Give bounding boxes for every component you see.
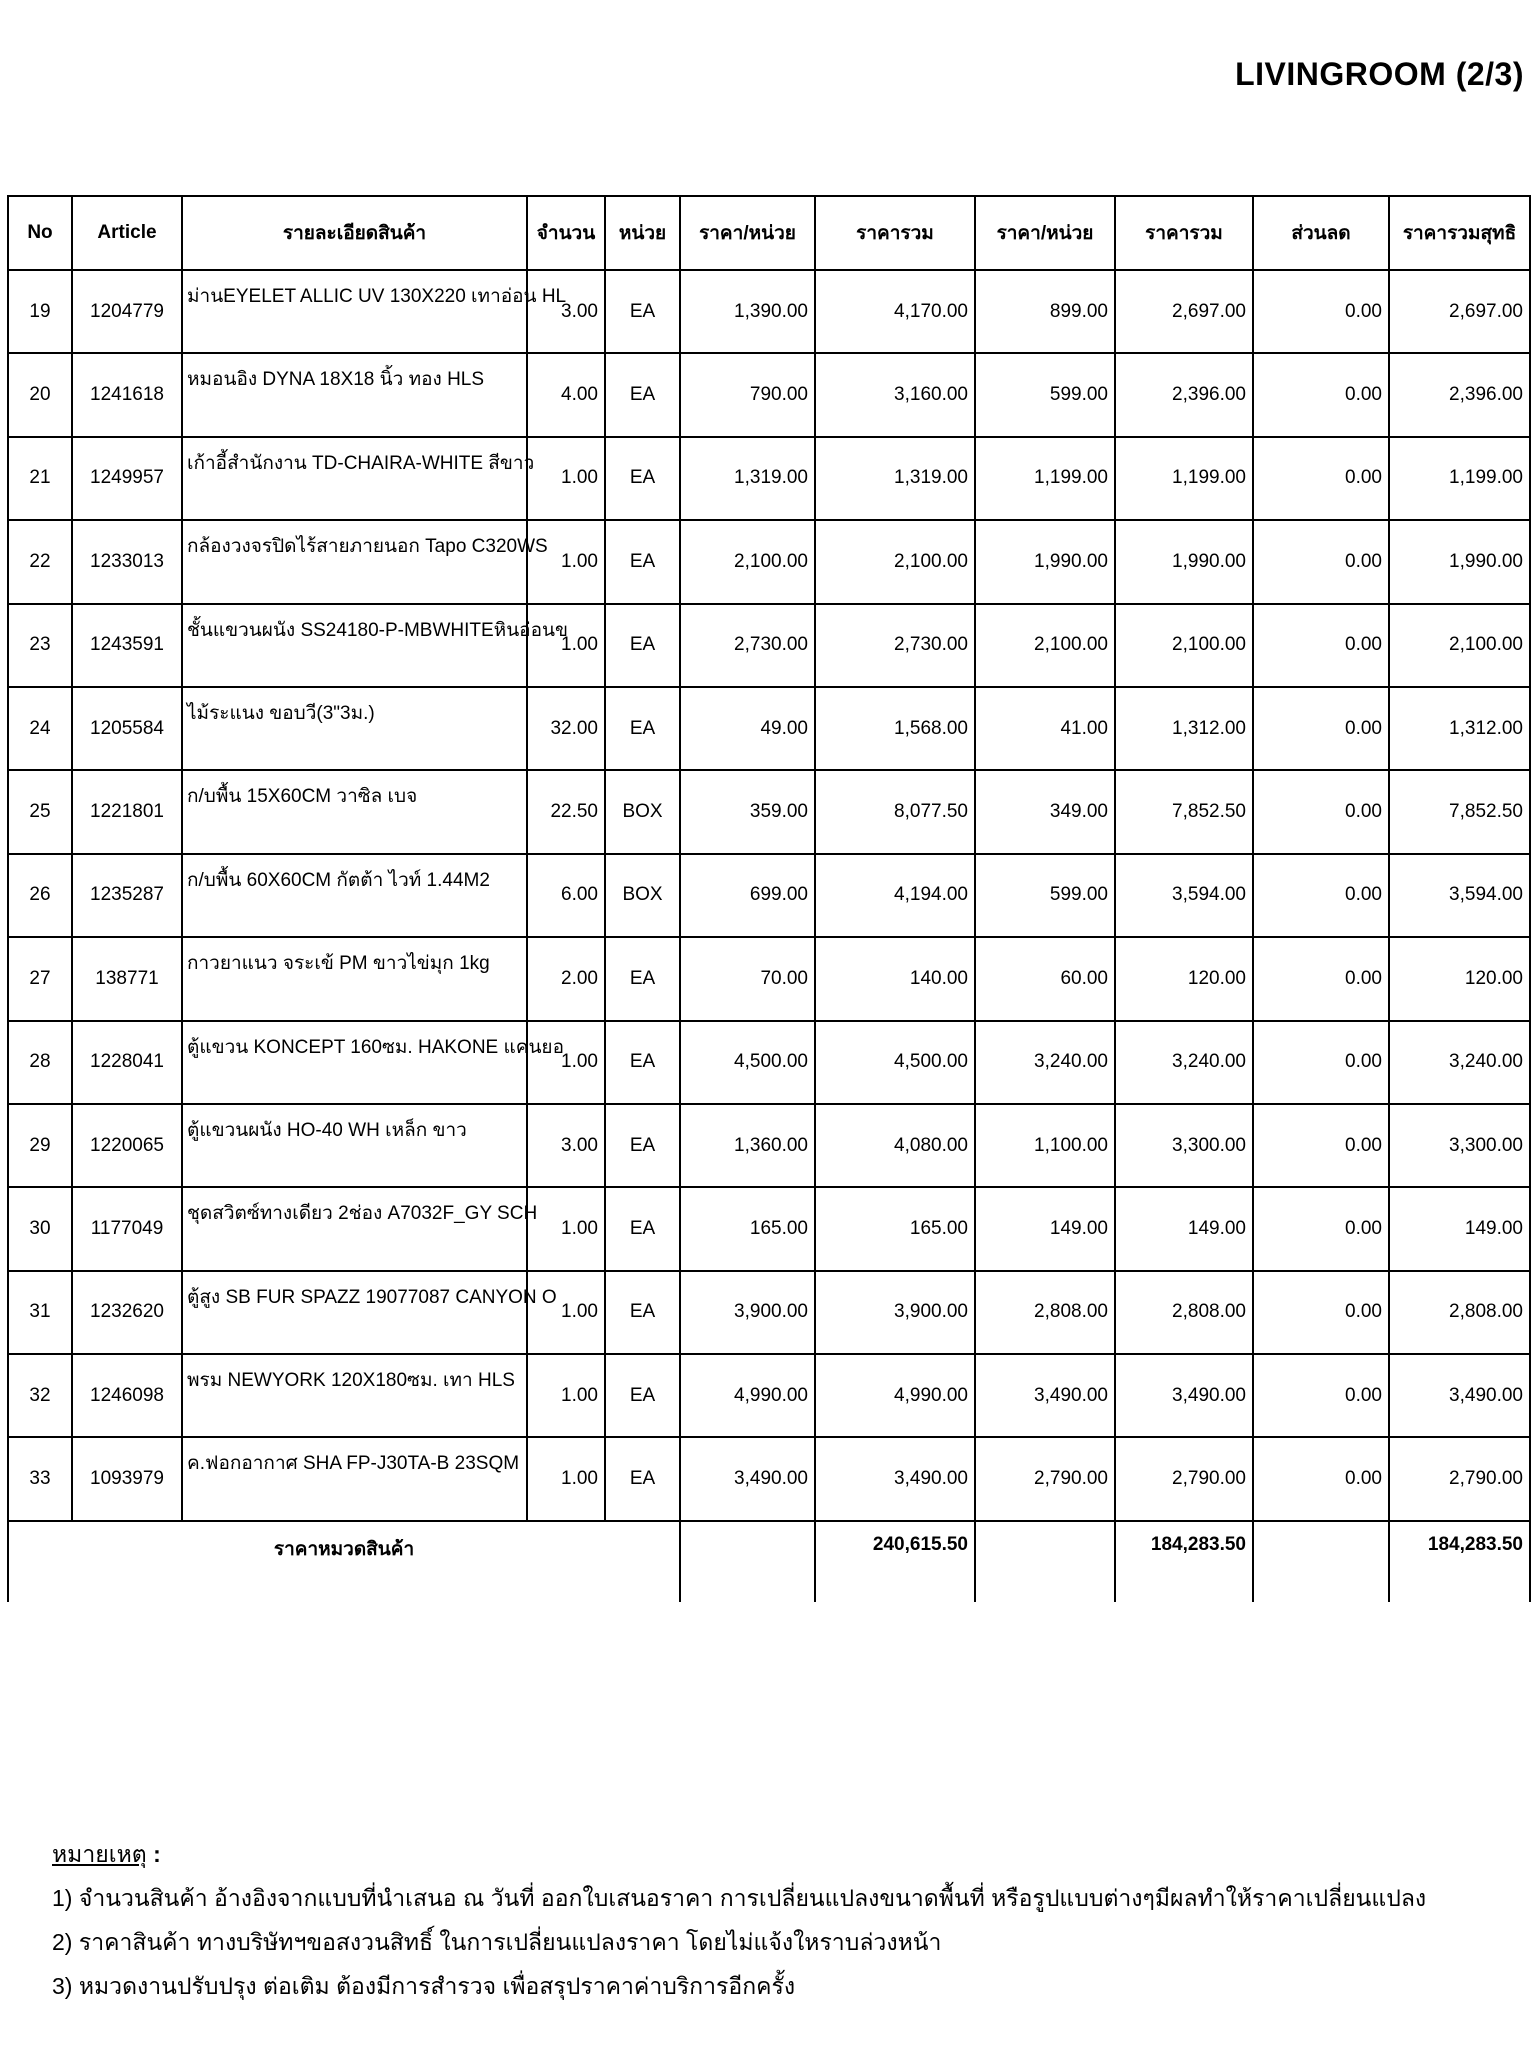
cell-description: ก/บพื้น 15X60CM วาซิล เบจ: [182, 770, 527, 853]
cell-list-total: 1,319.00: [815, 437, 975, 520]
cell-unit: EA: [605, 1187, 680, 1270]
cell-description: ม่านEYELET ALLIC UV 130X220 เทาอ่อน HL: [182, 270, 527, 353]
cell-article: 1204779: [72, 270, 182, 353]
cell-article: 1235287: [72, 854, 182, 937]
cell-list-unit-price: 2,100.00: [680, 520, 815, 603]
cell-sale-unit-price: 1,100.00: [975, 1104, 1115, 1187]
cell-net-total: 2,100.00: [1389, 604, 1530, 687]
cell-sale-unit-price: 899.00: [975, 270, 1115, 353]
cell-article: 1241618: [72, 353, 182, 436]
cell-list-unit-price: 699.00: [680, 854, 815, 937]
cell-discount: 0.00: [1253, 1021, 1389, 1104]
cell-discount: 0.00: [1253, 854, 1389, 937]
cell-discount: 0.00: [1253, 1104, 1389, 1187]
cell-net-total: 7,852.50: [1389, 770, 1530, 853]
header-list-total: ราคารวม: [815, 196, 975, 270]
cell-sale-unit-price: 1,990.00: [975, 520, 1115, 603]
cell-sale-unit-price: 2,100.00: [975, 604, 1115, 687]
cell-unit: EA: [605, 1437, 680, 1520]
cell-article: 1220065: [72, 1104, 182, 1187]
cell-net-total: 1,990.00: [1389, 520, 1530, 603]
cell-unit: EA: [605, 1271, 680, 1354]
cell-article: 1205584: [72, 687, 182, 770]
cell-description: กาวยาแนว จระเข้ PM ขาวไข่มุก 1kg: [182, 937, 527, 1020]
cell-list-unit-price: 1,390.00: [680, 270, 815, 353]
cell-sale-total: 2,396.00: [1115, 353, 1253, 436]
cell-no: 25: [8, 770, 72, 853]
cell-list-unit-price: 4,990.00: [680, 1354, 815, 1437]
cell-discount: 0.00: [1253, 1437, 1389, 1520]
header-net-total: ราคารวมสุทธิ: [1389, 196, 1530, 270]
cell-unit: EA: [605, 270, 680, 353]
cell-quantity: 1.00: [527, 437, 605, 520]
cell-list-unit-price: 1,319.00: [680, 437, 815, 520]
cell-list-unit-price: 3,490.00: [680, 1437, 815, 1520]
cell-article: 1221801: [72, 770, 182, 853]
cell-list-total: 4,080.00: [815, 1104, 975, 1187]
cell-discount: 0.00: [1253, 1354, 1389, 1437]
cell-no: 21: [8, 437, 72, 520]
cell-sale-unit-price: 41.00: [975, 687, 1115, 770]
remarks-heading-line: [52, 1832, 1426, 1876]
cell-unit: EA: [605, 687, 680, 770]
footer-spacer: [975, 1521, 1115, 1602]
cell-description: ไม้ระแนง ขอบวี(3"3ม.): [182, 687, 527, 770]
cell-list-unit-price: 70.00: [680, 937, 815, 1020]
cell-article: 1232620: [72, 1271, 182, 1354]
table-row: [8, 770, 1530, 853]
footer-spacer: [680, 1521, 815, 1602]
cell-net-total: 3,490.00: [1389, 1354, 1530, 1437]
header-no: No: [8, 196, 72, 270]
footer-total-list: 240,615.50: [815, 1521, 975, 1602]
cell-quantity: 2.00: [527, 937, 605, 1020]
cell-quantity: 1.00: [527, 1271, 605, 1354]
header-description: รายละเอียดสินค้า: [182, 196, 527, 270]
cell-list-total: 140.00: [815, 937, 975, 1020]
cell-quantity: 1.00: [527, 1354, 605, 1437]
table-footer-row: [8, 1521, 1530, 1602]
cell-no: 19: [8, 270, 72, 353]
table-row: [8, 854, 1530, 937]
cell-discount: 0.00: [1253, 1187, 1389, 1270]
cell-sale-total: 149.00: [1115, 1187, 1253, 1270]
cell-no: 33: [8, 1437, 72, 1520]
header-unit: หน่วย: [605, 196, 680, 270]
cell-sale-unit-price: 599.00: [975, 353, 1115, 436]
remark-line-3: 3) หมวดงานปรับปรุง ต่อเติม ต้องมีการสำรวจ เพื่อสรุปราคาค่าบริการอีกครั้ง: [52, 1973, 796, 1999]
quote-table: [7, 195, 1531, 1602]
cell-sale-total: 3,490.00: [1115, 1354, 1253, 1437]
cell-list-total: 2,100.00: [815, 520, 975, 603]
footer-total-net: 184,283.50: [1389, 1521, 1530, 1602]
cell-discount: 0.00: [1253, 520, 1389, 603]
cell-description: ค.ฟอกอากาศ SHA FP-J30TA-B 23SQM: [182, 1437, 527, 1520]
cell-no: 26: [8, 854, 72, 937]
cell-sale-total: 1,199.00: [1115, 437, 1253, 520]
cell-article: 1177049: [72, 1187, 182, 1270]
cell-net-total: 2,790.00: [1389, 1437, 1530, 1520]
cell-sale-total: 3,300.00: [1115, 1104, 1253, 1187]
cell-sale-total: 7,852.50: [1115, 770, 1253, 853]
cell-unit: EA: [605, 1104, 680, 1187]
cell-list-unit-price: 3,900.00: [680, 1271, 815, 1354]
cell-no: 29: [8, 1104, 72, 1187]
cell-quantity: 1.00: [527, 604, 605, 687]
table-row: [8, 1354, 1530, 1437]
table-row: [8, 520, 1530, 603]
cell-article: 1243591: [72, 604, 182, 687]
cell-no: 20: [8, 353, 72, 436]
cell-discount: 0.00: [1253, 937, 1389, 1020]
cell-sale-unit-price: 2,790.00: [975, 1437, 1115, 1520]
table-row: [8, 937, 1530, 1020]
cell-list-total: 4,170.00: [815, 270, 975, 353]
cell-list-total: 2,730.00: [815, 604, 975, 687]
cell-net-total: 3,240.00: [1389, 1021, 1530, 1104]
cell-description: พรม NEWYORK 120X180ซม. เทา HLS: [182, 1354, 527, 1437]
cell-sale-total: 2,697.00: [1115, 270, 1253, 353]
cell-quantity: 1.00: [527, 1437, 605, 1520]
cell-description: กล้องวงจรปิดไร้สายภายนอก Tapo C320WS: [182, 520, 527, 603]
cell-net-total: 149.00: [1389, 1187, 1530, 1270]
header-sale-unit-price: ราคา/หน่วย: [975, 196, 1115, 270]
cell-discount: 0.00: [1253, 270, 1389, 353]
remarks-colon: :: [146, 1841, 161, 1867]
cell-quantity: 1.00: [527, 1187, 605, 1270]
cell-sale-total: 120.00: [1115, 937, 1253, 1020]
page-title: LIVINGROOM (2/3): [1235, 56, 1524, 92]
cell-list-total: 4,500.00: [815, 1021, 975, 1104]
table-row: [8, 1104, 1530, 1187]
cell-unit: EA: [605, 937, 680, 1020]
footer-label: ราคาหมวดสินค้า: [8, 1521, 680, 1602]
cell-sale-unit-price: 3,490.00: [975, 1354, 1115, 1437]
cell-unit: EA: [605, 353, 680, 436]
cell-net-total: 1,199.00: [1389, 437, 1530, 520]
cell-no: 30: [8, 1187, 72, 1270]
cell-list-unit-price: 49.00: [680, 687, 815, 770]
table-row: [8, 353, 1530, 436]
cell-no: 32: [8, 1354, 72, 1437]
cell-net-total: 120.00: [1389, 937, 1530, 1020]
header-sale-total: ราคารวม: [1115, 196, 1253, 270]
cell-net-total: 1,312.00: [1389, 687, 1530, 770]
cell-list-total: 3,900.00: [815, 1271, 975, 1354]
cell-list-unit-price: 790.00: [680, 353, 815, 436]
cell-quantity: 1.00: [527, 1021, 605, 1104]
cell-list-unit-price: 1,360.00: [680, 1104, 815, 1187]
cell-sale-total: 2,808.00: [1115, 1271, 1253, 1354]
cell-list-unit-price: 2,730.00: [680, 604, 815, 687]
cell-no: 28: [8, 1021, 72, 1104]
header-quantity: จำนวน: [527, 196, 605, 270]
cell-sale-unit-price: 3,240.00: [975, 1021, 1115, 1104]
cell-description: ชุดสวิตซ์ทางเดียว 2ช่อง A7032F_GY SCH: [182, 1187, 527, 1270]
table-row: [8, 1437, 1530, 1520]
cell-sale-unit-price: 2,808.00: [975, 1271, 1115, 1354]
cell-description: ตู้แขวนผนัง HO-40 WH เหล็ก ขาว: [182, 1104, 527, 1187]
cell-sale-total: 2,100.00: [1115, 604, 1253, 687]
cell-net-total: 2,697.00: [1389, 270, 1530, 353]
remarks: [52, 1832, 1426, 2008]
header-article: Article: [72, 196, 182, 270]
cell-discount: 0.00: [1253, 437, 1389, 520]
cell-discount: 0.00: [1253, 1271, 1389, 1354]
table-row: [8, 1187, 1530, 1270]
cell-unit: EA: [605, 1354, 680, 1437]
cell-sale-unit-price: 599.00: [975, 854, 1115, 937]
cell-discount: 0.00: [1253, 604, 1389, 687]
cell-article: 138771: [72, 937, 182, 1020]
cell-quantity: 3.00: [527, 270, 605, 353]
cell-sale-unit-price: 60.00: [975, 937, 1115, 1020]
cell-list-total: 3,160.00: [815, 353, 975, 436]
cell-quantity: 22.50: [527, 770, 605, 853]
cell-article: 1246098: [72, 1354, 182, 1437]
cell-unit: EA: [605, 437, 680, 520]
header-list-unit-price: ราคา/หน่วย: [680, 196, 815, 270]
cell-net-total: 2,396.00: [1389, 353, 1530, 436]
table-row: [8, 604, 1530, 687]
cell-net-total: 3,594.00: [1389, 854, 1530, 937]
cell-sale-total: 2,790.00: [1115, 1437, 1253, 1520]
cell-sale-total: 3,240.00: [1115, 1021, 1253, 1104]
cell-quantity: 6.00: [527, 854, 605, 937]
cell-no: 23: [8, 604, 72, 687]
cell-list-total: 1,568.00: [815, 687, 975, 770]
cell-quantity: 4.00: [527, 353, 605, 436]
cell-list-total: 4,990.00: [815, 1354, 975, 1437]
cell-article: 1093979: [72, 1437, 182, 1520]
table-row: [8, 270, 1530, 353]
cell-description: ตู้สูง SB FUR SPAZZ 19077087 CANYON O: [182, 1271, 527, 1354]
cell-list-total: 3,490.00: [815, 1437, 975, 1520]
cell-description: ตู้แขวน KONCEPT 160ซม. HAKONE แคนยอ: [182, 1021, 527, 1104]
cell-quantity: 1.00: [527, 520, 605, 603]
header-discount: ส่วนลด: [1253, 196, 1389, 270]
table-row: [8, 1021, 1530, 1104]
cell-sale-unit-price: 1,199.00: [975, 437, 1115, 520]
cell-discount: 0.00: [1253, 687, 1389, 770]
table-row: [8, 437, 1530, 520]
cell-quantity: 32.00: [527, 687, 605, 770]
cell-article: 1228041: [72, 1021, 182, 1104]
remark-line-2: 2) ราคาสินค้า ทางบริษัทฯขอสงวนสิทธิ์ ในการเปลี่ยนแปลงราคา โดยไม่แจ้งใหราบล่วงหน้า: [52, 1929, 942, 1955]
cell-article: 1249957: [72, 437, 182, 520]
cell-description: ก/บพื้น 60X60CM กัตต้า ไวท์ 1.44M2: [182, 854, 527, 937]
cell-list-total: 8,077.50: [815, 770, 975, 853]
cell-unit: EA: [605, 520, 680, 603]
cell-sale-total: 3,594.00: [1115, 854, 1253, 937]
cell-unit: EA: [605, 1021, 680, 1104]
cell-list-unit-price: 165.00: [680, 1187, 815, 1270]
cell-net-total: 2,808.00: [1389, 1271, 1530, 1354]
cell-discount: 0.00: [1253, 353, 1389, 436]
cell-description: เก้าอี้สำนักงาน TD-CHAIRA-WHITE สีขาว: [182, 437, 527, 520]
table-row: [8, 1271, 1530, 1354]
cell-no: 24: [8, 687, 72, 770]
cell-net-total: 3,300.00: [1389, 1104, 1530, 1187]
cell-unit: BOX: [605, 854, 680, 937]
cell-no: 27: [8, 937, 72, 1020]
cell-discount: 0.00: [1253, 770, 1389, 853]
cell-sale-unit-price: 149.00: [975, 1187, 1115, 1270]
footer-total-sale: 184,283.50: [1115, 1521, 1253, 1602]
cell-description: ชั้นแขวนผนัง SS24180-P-MBWHITEหินอ่อนข: [182, 604, 527, 687]
table-header-row: [8, 196, 1530, 270]
cell-description: หมอนอิง DYNA 18X18 นิ้ว ทอง HLS: [182, 353, 527, 436]
cell-list-total: 4,194.00: [815, 854, 975, 937]
footer-spacer: [1253, 1521, 1389, 1602]
cell-list-unit-price: 4,500.00: [680, 1021, 815, 1104]
cell-list-unit-price: 359.00: [680, 770, 815, 853]
cell-no: 22: [8, 520, 72, 603]
cell-sale-unit-price: 349.00: [975, 770, 1115, 853]
cell-article: 1233013: [72, 520, 182, 603]
cell-sale-total: 1,990.00: [1115, 520, 1253, 603]
cell-unit: EA: [605, 604, 680, 687]
cell-sale-total: 1,312.00: [1115, 687, 1253, 770]
remark-line-1: 1) จำนวนสินค้า อ้างอิงจากแบบที่นำเสนอ ณ วันที่ ออกใบเสนอราคา การเปลี่ยนแปลงขนาดพื้นที่ หรือรูปแบบต่างๆมีผลทำให้ราคาเปลี่ยนแปลง: [52, 1885, 1427, 1911]
cell-quantity: 3.00: [527, 1104, 605, 1187]
remarks-heading: หมายเหตุ: [52, 1841, 147, 1867]
table-row: [8, 687, 1530, 770]
cell-list-total: 165.00: [815, 1187, 975, 1270]
cell-no: 31: [8, 1271, 72, 1354]
cell-unit: BOX: [605, 770, 680, 853]
